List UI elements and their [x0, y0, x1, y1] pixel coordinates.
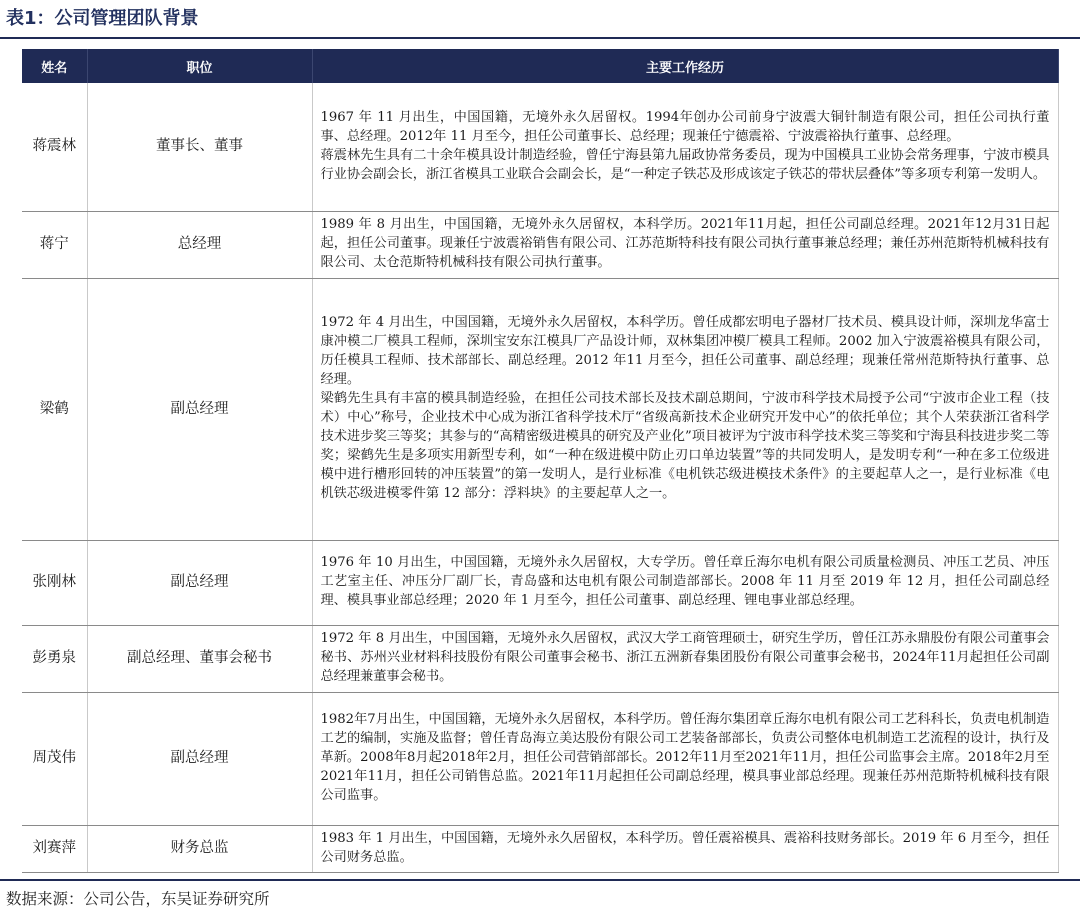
cell-name: 彭勇泉: [22, 625, 87, 692]
table-row: [22, 83, 1058, 211]
experience-paragraph: 1983 年 1 月出生，中国国籍，无境外永久居留权，本科学历。曾任震裕模具、震裕科技财务部长。2019 年 6 月至今，担任公司财务总监。: [320, 830, 1050, 865]
cell-name: 刘赛萍: [22, 825, 87, 872]
cell-name: 梁鹤: [22, 278, 87, 540]
cell-experience: [312, 211, 1058, 278]
table-title: 表1：公司管理团队背景: [6, 8, 199, 29]
experience-paragraph: 1989 年 8 月出生，中国国籍，无境外永久居留权，本科学历。2021年11月起，担任公司副总经理。2021年12月31日起起，担任公司董事。现兼任宁波震裕销售有限公司、江苏范斯特科技有限公司执行董事兼总经理；兼任苏州范斯特机械科技有限公司、太仓范斯特机械科技有限公司执行董事。: [320, 217, 1050, 270]
experience-paragraph: 1972 年 8 月出生，中国国籍，无境外永久居留权，武汉大学工商管理硕士，研究生学历，曾任江苏永鼎股份有限公司董事会秘书、苏州兴业材料科技股份有限公司董事会秘书、浙江五洲新春集团股份有限公司董事会秘书，2024年11月起担任公司副总经理兼董事会秘书。: [320, 631, 1050, 684]
cell-position: 财务总监: [87, 825, 312, 872]
table-row: [22, 625, 1058, 692]
header-position: 职位: [87, 49, 312, 83]
cell-experience: [312, 83, 1058, 211]
header-name: 姓名: [22, 49, 87, 83]
cell-name: 蒋宁: [22, 211, 87, 278]
header-experience: 主要工作经历: [312, 49, 1058, 83]
cell-position: 副总经理: [87, 540, 312, 625]
cell-name: 周茂伟: [22, 692, 87, 825]
source-note: 数据来源：公司公告，东吴证券研究所: [6, 890, 270, 908]
cell-name: 张刚林: [22, 540, 87, 625]
cell-position: 副总经理、董事会秘书: [87, 625, 312, 692]
top-rule: [0, 37, 1080, 39]
table-row: [22, 278, 1058, 540]
cell-experience: [312, 692, 1058, 825]
experience-paragraph: 1982年7月出生，中国国籍，无境外永久居留权，本科学历。曾任海尔集团章丘海尔电机有限公司工艺科科长，负责电机制造工艺的编制，实施及监督；曾任青岛海立美达股份有限公司工艺装备部部长，负责公司整体电机制造工艺流程的设计，执行及革新。2008年8月起2018年2月，担任公司营销部部长。2012年11月至2021年11月，担任公司监事会主席。2018年2月至2021年11月，担任公司销售总监。2021年11月起担任公司副总经理，模具事业部总经理。现兼任苏州范斯特机械科技有限公司监事。: [320, 712, 1050, 803]
cell-experience: [312, 625, 1058, 692]
experience-paragraph: 1976 年 10 月出生，中国国籍，无境外永久居留权，大专学历。曾任章丘海尔电机有限公司质量检测员、冲压工艺员、冲压工艺室主任、冲压分厂副厂长，青岛盛和达电机有限公司制造部部长。2008 年 11 月至 2019 年 12 月，担任公司副总经理、模具事业部总经理；2020 年 1 月至今，担任公司董事、副总经理、锂电事业部总经理。: [320, 555, 1050, 608]
table-row: [22, 692, 1058, 825]
cell-position: 董事长、董事: [87, 83, 312, 211]
experience-paragraph: 1972 年 4 月出生，中国国籍，无境外永久居留权，本科学历。曾任成都宏明电子器材厂技术员、模具设计师，深圳龙华富士康冲模二厂模具工程师，深圳宝安东江模具厂产品设计师，双林集团冲模厂模具工程师。2002 加入宁波震裕模具有限公司，历任模具工程师、技术部部长、副总经理。2012 年11 月至今，担任公司董事、副总经理；现兼任常州范斯特执行董事、总经理。: [320, 315, 1050, 388]
cell-experience: [312, 540, 1058, 625]
table-row: [22, 211, 1058, 278]
table-row: [22, 825, 1058, 872]
table-header-row: [22, 49, 1058, 83]
cell-position: 副总经理: [87, 692, 312, 825]
bottom-rule: [0, 879, 1080, 881]
cell-experience: [312, 825, 1058, 872]
experience-paragraph: 梁鹤先生具有丰富的模具制造经验，在担任公司技术部长及技术副总期间，宁波市科学技术局授予公司“宁波市企业工程（技术）中心”称号，企业技术中心成为浙江省科学技术厅“省级高新技术企业研究开发中心”的依托单位；其个人荣获浙江省科学技术进步奖三等奖；其参与的“高精密级进模具的研究及产业化”项目被评为宁波市科学技术奖三等奖和宁海县科技进步奖二等奖；梁鹤先生是多项实用新型专利，如“一种在级进模中防止刃口单边装置”等的共同发明人，是发明专利“一种在多工位级进模中进行槽形回转的冲压装置”的第一发明人，是行业标准《电机铁芯级进模技术条件》的主要起草人之一，是行业标准《电机铁芯级进模零件第 12 部分：浮料块》的主要起草人之一。: [320, 391, 1050, 501]
experience-paragraph: 1967 年 11 月出生，中国国籍，无境外永久居留权。1994年创办公司前身宁波震大铜针制造有限公司，担任公司执行董事、总经理。2012年 11 月至今，担任公司董事长、总经理；现兼任宁德震裕、宁波震裕执行董事、总经理。: [320, 109, 1050, 144]
management-table: [22, 49, 1059, 873]
cell-position: 副总经理: [87, 278, 312, 540]
cell-name: 蒋震林: [22, 83, 87, 211]
experience-paragraph: 蒋震林先生具有二十余年模具设计制造经验，曾任宁海县第九届政协常务委员，现为中国模具工业协会常务理事，宁波市模具行业协会副会长，浙江省模具工业联合会副会长，是“一种定子铁芯及形成该定子铁芯的带状层叠体”等多项专利第一发明人。: [320, 147, 1050, 182]
cell-experience: [312, 278, 1058, 540]
table-row: [22, 540, 1058, 625]
cell-position: 总经理: [87, 211, 312, 278]
